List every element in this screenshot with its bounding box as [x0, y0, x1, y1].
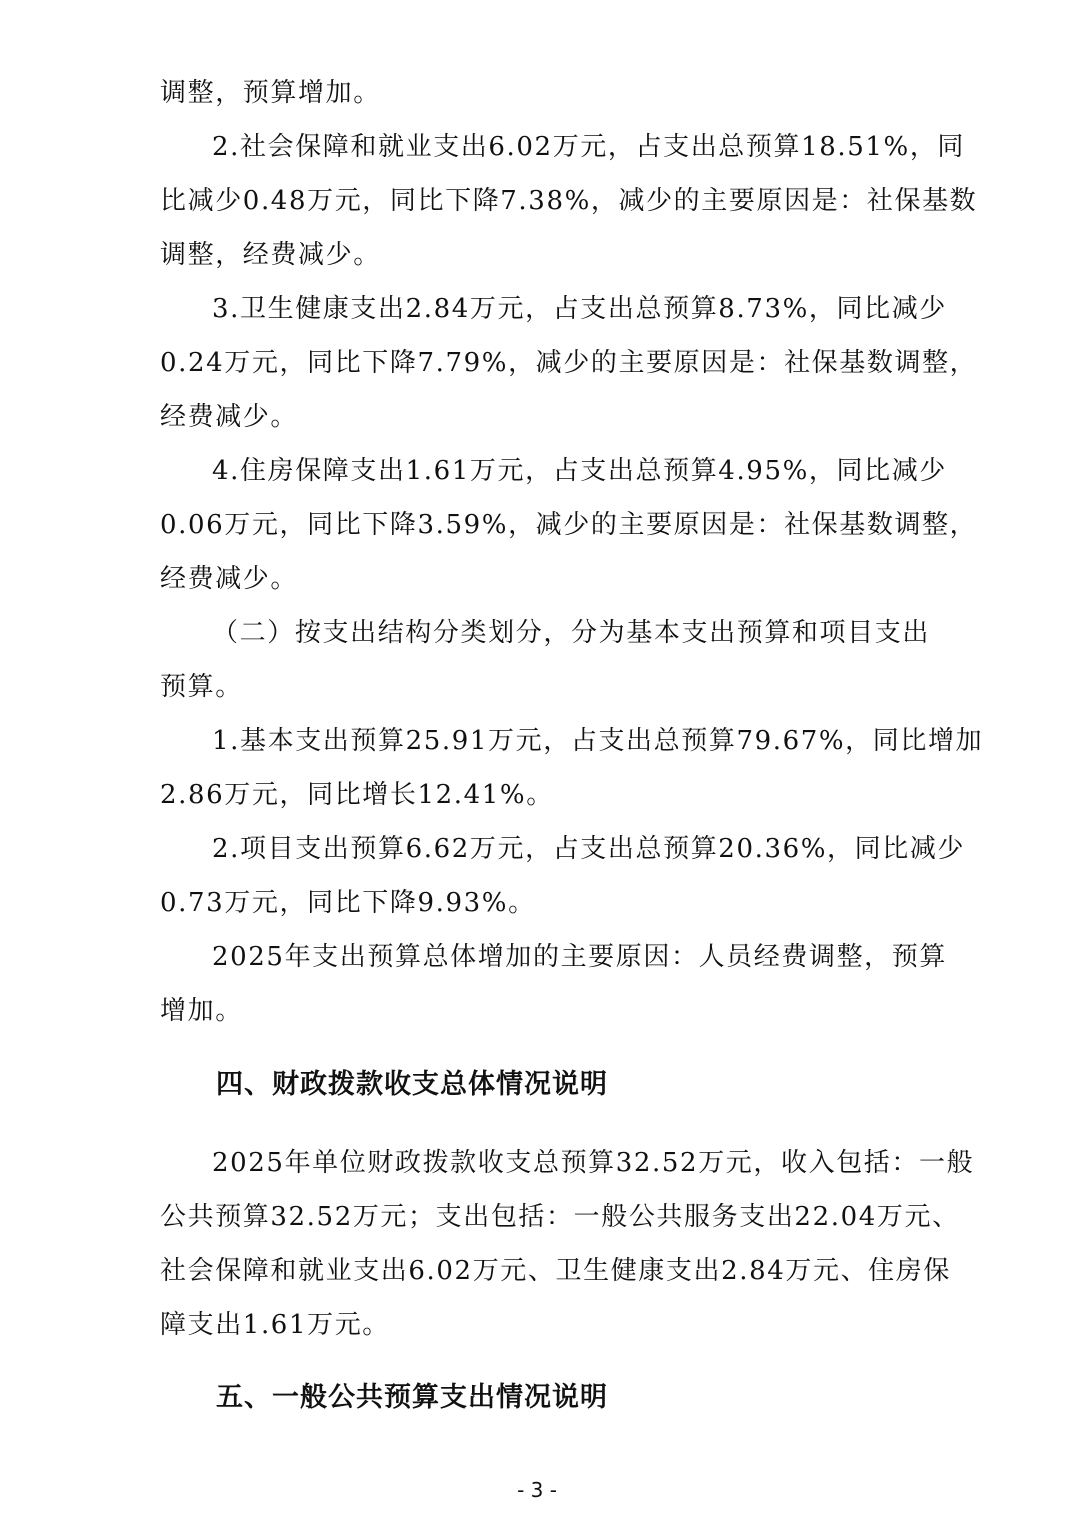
paragraph-line: 0.06万元，同比下降3.59%，减少的主要原因是：社保基数调整，: [160, 510, 978, 540]
paragraph-line: 调整，经费减少。: [160, 240, 381, 270]
paragraph-line: 0.24万元，同比下降7.79%，减少的主要原因是：社保基数调整，: [160, 348, 978, 378]
page-number: - 3 -: [517, 1478, 557, 1502]
paragraph-line: 增加。: [160, 996, 243, 1026]
paragraph-line: 障支出1.61万元。: [160, 1310, 390, 1340]
paragraph-line: 经费减少。: [160, 564, 299, 594]
paragraph-line: 4.住房保障支出1.61万元，占支出总预算4.95%，同比减少: [212, 456, 947, 486]
paragraph-line: 2.86万元，同比增长12.41%。: [160, 780, 554, 810]
paragraph-line: （二）按支出结构分类划分，分为基本支出预算和项目支出: [212, 618, 930, 648]
paragraph-line: 比减少0.48万元，同比下降7.38%，减少的主要原因是：社保基数: [160, 186, 978, 216]
paragraph-line: 社会保障和就业支出6.02万元、卫生健康支出2.84万元、住房保: [160, 1256, 951, 1286]
paragraph-line: 2025年支出预算总体增加的主要原因：人员经费调整，预算: [212, 942, 947, 972]
paragraph-line: 预算。: [160, 672, 243, 702]
paragraph-line: 2.社会保障和就业支出6.02万元，占支出总预算18.51%，同: [212, 132, 966, 162]
paragraph-line: 0.73万元，同比下降9.93%。: [160, 888, 536, 918]
section-heading-4: 四、财政拨款收支总体情况说明: [216, 1069, 608, 1100]
section-heading-5: 五、一般公共预算支出情况说明: [216, 1382, 608, 1413]
paragraph-line: 经费减少。: [160, 402, 299, 432]
paragraph-line: 3.卫生健康支出2.84万元，占支出总预算8.73%，同比减少: [212, 294, 947, 324]
paragraph-line: 调整，预算增加。: [160, 78, 381, 108]
paragraph-line: 1.基本支出预算25.91万元，占支出总预算79.67%，同比增加: [212, 726, 984, 756]
paragraph-line: 2025年单位财政拨款收支总预算32.52万元，收入包括：一般: [212, 1148, 975, 1178]
paragraph-line: 公共预算32.52万元；支出包括：一般公共服务支出22.04万元、: [160, 1202, 960, 1232]
paragraph-line: 2.项目支出预算6.62万元，占支出总预算20.36%，同比减少: [212, 834, 966, 864]
